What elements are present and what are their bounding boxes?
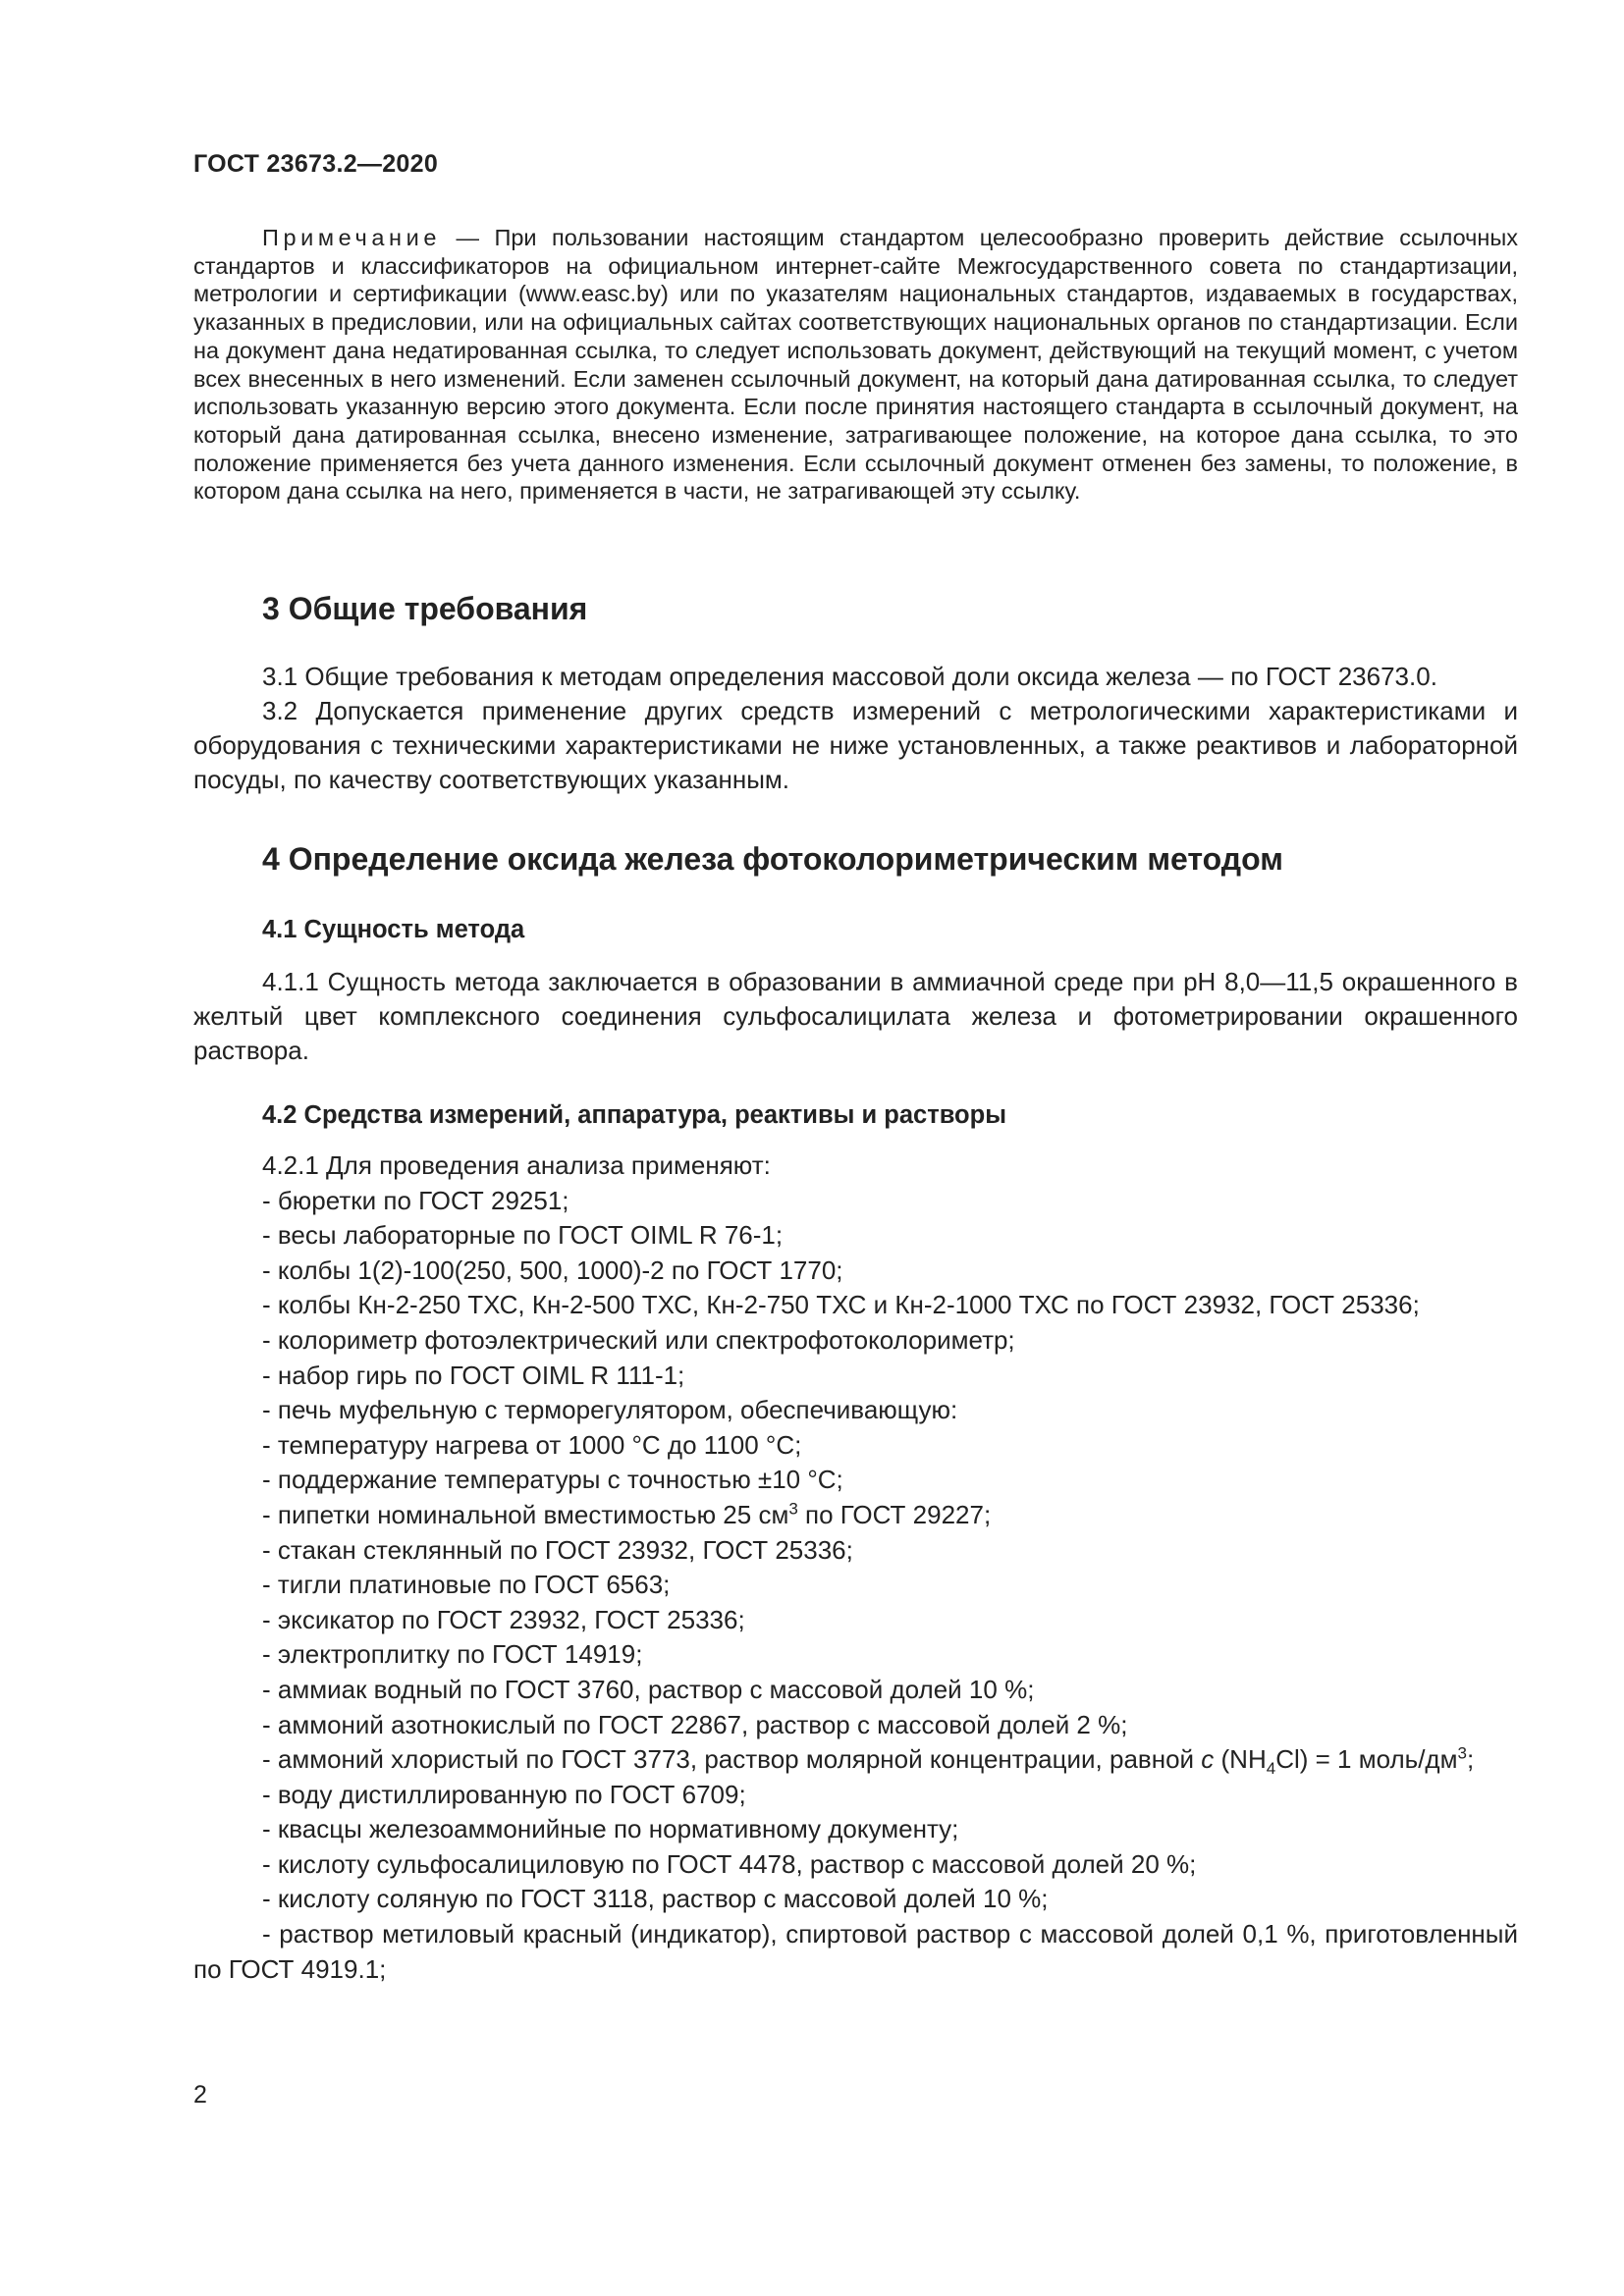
note-label: Примечание xyxy=(262,225,442,250)
list-item: - набор гирь по ГОСТ OIML R 111-1; xyxy=(262,1360,685,1390)
section-3 xyxy=(193,589,1518,797)
list-item: - квасцы железоаммонийные по нормативному документу; xyxy=(262,1814,959,1844)
list-item-pipettes: - пипетки номинальной вместимостью 25 $см^3$ по ГОСТ 29227; xyxy=(262,1499,992,1529)
section-4 xyxy=(193,839,1518,1987)
list-item: - колбы Кн-2-250 ТХС, Кн-2-500 ТХС, Кн-2-750 ТХС и Кн-2-1000 ТХС по ГОСТ 23932, ГОСТ 25336; xyxy=(262,1290,1420,1320)
subsection-4-2-title: 4.2 Средства измерений, аппаратура, реактивы и растворы xyxy=(262,1101,1006,1129)
list-item: - колориметр фотоэлектрический или спектрофотоколориметр; xyxy=(262,1324,1015,1355)
reference-note xyxy=(193,224,1518,506)
paragraph-3-2: 3.2 Допускается применение других средств измерений с метрологическими характеристиками и оборудования с техническими характеристиками не ниже установленных, а также реактивов и лабораторной посуды, по качеству соответствующих указанным. xyxy=(193,696,1518,794)
list-item: - электроплитку по ГОСТ 14919; xyxy=(262,1639,643,1670)
list-item: - весы лабораторные по ГОСТ OIML R 76-1; xyxy=(262,1220,784,1251)
list-item: - температуру нагрева от 1000 °С до 1100 °С; xyxy=(262,1429,802,1460)
list-item: - эксикатор по ГОСТ 23932, ГОСТ 25336; xyxy=(262,1604,745,1634)
list-item: - кислоту соляную по ГОСТ 3118, раствор с массовой долей 10 %; xyxy=(262,1884,1049,1914)
document-code: ГОСТ 23673.2—2020 xyxy=(193,150,439,178)
list-item: - печь муфельную с терморегулятором, обеспечивающую: xyxy=(262,1395,958,1425)
list-item: - воду дистиллированную по ГОСТ 6709; xyxy=(262,1779,746,1809)
list-item: - аммоний азотнокислый по ГОСТ 22867, раствор с массовой долей 2 %; xyxy=(262,1709,1128,1739)
list-item-ammonium-chloride: - аммоний хлористый по ГОСТ 3773, раствор молярной концентрации, равной c $(NH_4Cl) = 1$ моль/$дм^3$; xyxy=(262,1743,1475,1779)
paragraph-4-2-1: 4.2.1 Для проведения анализа применяют: xyxy=(262,1150,771,1180)
list-item: - тигли платиновые по ГОСТ 6563; xyxy=(262,1570,671,1600)
list-item: - аммиак водный по ГОСТ 3760, раствор с массовой долей 10 %; xyxy=(262,1674,1035,1704)
list-item: - кислоту сульфосалициловую по ГОСТ 4478, раствор с массовой долей 20 %; xyxy=(262,1848,1197,1879)
list-item: - колбы 1(2)-100(250, 500, 1000)-2 по ГОСТ 1770; xyxy=(262,1255,843,1285)
equipment-list xyxy=(193,1148,1518,1987)
section-4-title: 4 Определение оксида железа фотоколориметрическим методом xyxy=(262,841,1283,877)
section-3-title: 3 Общие требования xyxy=(262,591,588,626)
list-item: - раствор метиловый красный (индикатор), спиртовой раствор с массовой долей 0,1 %, приготовленный по ГОСТ 4919.1; xyxy=(193,1919,1518,1984)
page-number: 2 xyxy=(193,2081,207,2109)
list-item: - бюретки по ГОСТ 29251; xyxy=(262,1185,569,1215)
note-text: — При пользовании настоящим стандартом целесообразно проверить действие ссылочных стандартов и классификаторов на официальном интернет-сайте Межгосударственного совета по стандартизации, метрологии и сертификации (www.easc.by) или по указателям национальных стандартов, издаваемых в государствах, указанных в предисловии, или на официальных сайтах соответствующих национальных органов по стандартизации. Если на документ дана недатированная ссылка, то следует использовать документ, действующий на текущий момент, с учетом всех внесенных в него изменений. Если заменен ссылочный документ, на который дана датированная ссылка, то следует использовать указанную версию этого документа. Если после принятия настоящего стандарта в ссылочный документ, на который дана датированная ссылка, внесено изменение, затрагивающее положение, на которое дана ссылка, то это положение применяется без учета данного изменения. Если ссылочный документ отменен без замены, то положение, в котором дана ссылка на него, применяется в части, не затрагивающей эту ссылку. xyxy=(193,225,1518,505)
subsection-4-1-title: 4.1 Сущность метода xyxy=(262,916,525,943)
paragraph-3-1: 3.1 Общие требования к методам определения массовой доли оксида железа — по ГОСТ 23673.0. xyxy=(262,662,1437,691)
list-item: - поддержание температуры с точностью ±10 °С; xyxy=(262,1465,843,1495)
paragraph-4-1-1: 4.1.1 Сущность метода заключается в образовании в аммиачной среде при рН 8,0—11,5 окрашенного в желтый цвет комплексного соединения сульфосалицилата железа и фотометрировании окрашенного раствора. xyxy=(193,967,1518,1065)
list-item: - стакан стеклянный по ГОСТ 23932, ГОСТ 25336; xyxy=(262,1534,853,1565)
